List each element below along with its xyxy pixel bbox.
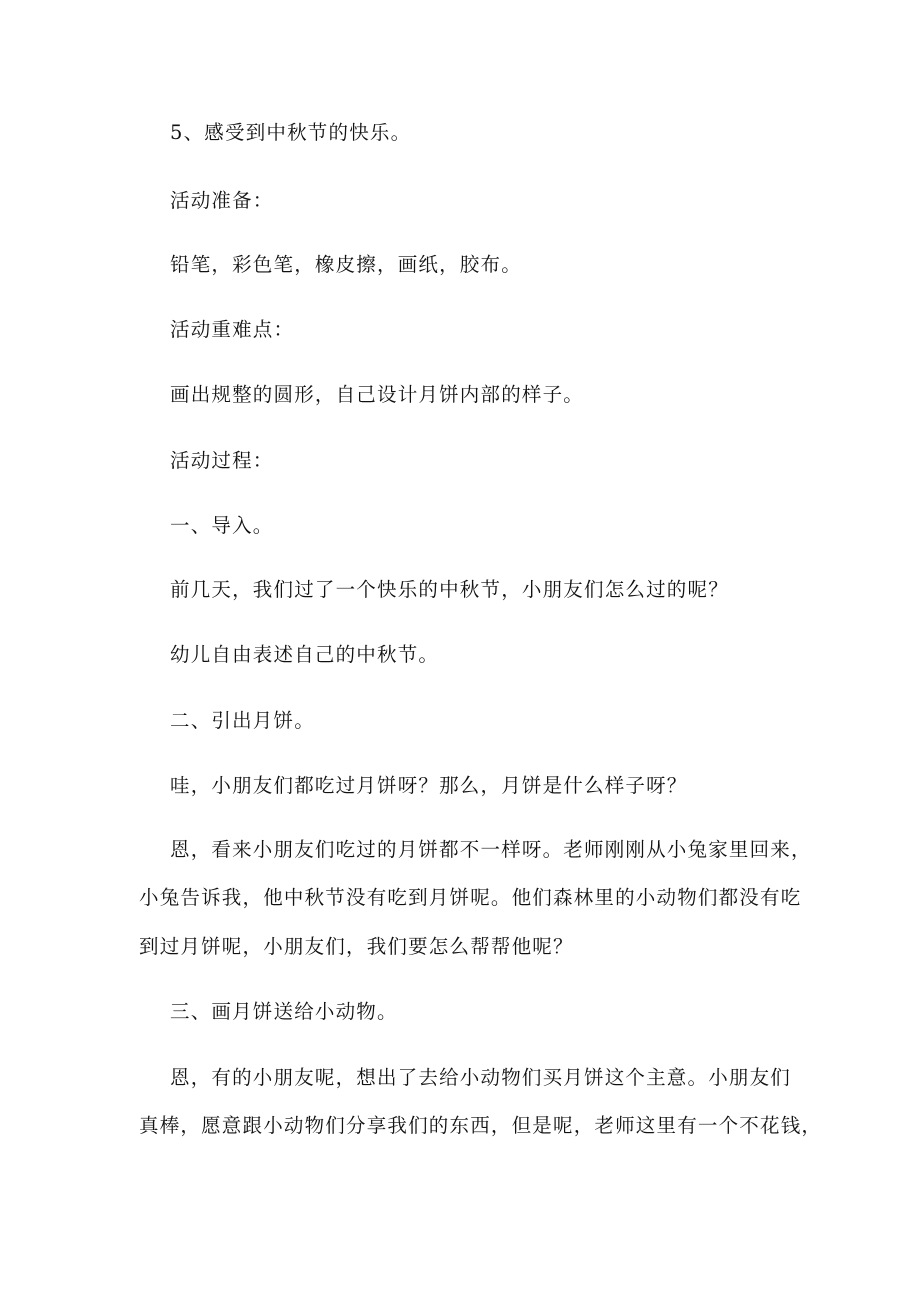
paragraph-materials: 铅笔，彩色笔，橡皮擦，画纸，胶布。 <box>170 253 522 276</box>
heading-activity-preparation: 活动准备： <box>170 189 274 212</box>
paragraph-rabbit-line-1: 恩，看来小朋友们吃过的月饼都不一样呀。老师刚刚从小兔家里回来， <box>170 838 812 861</box>
heading-activity-process: 活动过程： <box>170 449 274 472</box>
heading-step-1: 一、导入。 <box>170 514 274 537</box>
paragraph-share-line-2: 真棒，愿意跟小动物们分享我们的东西，但是呢，老师这里有一个不花钱， <box>139 1114 823 1137</box>
paragraph-intro-question: 前几天，我们过了一个快乐的中秋节，小朋友们怎么过的呢？ <box>170 578 729 601</box>
paragraph-goal-5: 5、感受到中秋节的快乐。 <box>170 121 412 144</box>
paragraph-share-line-1: 恩，有的小朋友呢，想出了去给小动物们买月饼这个主意。小朋友们 <box>170 1066 792 1089</box>
paragraph-rabbit-line-3: 到过月饼呢，小朋友们，我们要怎么帮帮他呢？ <box>139 935 574 958</box>
paragraph-rabbit-line-2: 小兔告诉我，他中秋节没有吃到月饼呢。他们森林里的小动物们都没有吃 <box>139 886 802 909</box>
paragraph-difficulties: 画出规整的圆形，自己设计月饼内部的样子。 <box>170 383 585 406</box>
paragraph-children-describe: 幼儿自由表述自己的中秋节。 <box>170 643 440 666</box>
heading-key-difficulties: 活动重难点： <box>170 318 295 341</box>
paragraph-mooncake-question: 哇，小朋友们都吃过月饼呀？那么，月饼是什么样子呀？ <box>170 774 688 797</box>
heading-step-2: 二、引出月饼。 <box>170 709 315 732</box>
heading-step-3: 三、画月饼送给小动物。 <box>170 1000 398 1023</box>
